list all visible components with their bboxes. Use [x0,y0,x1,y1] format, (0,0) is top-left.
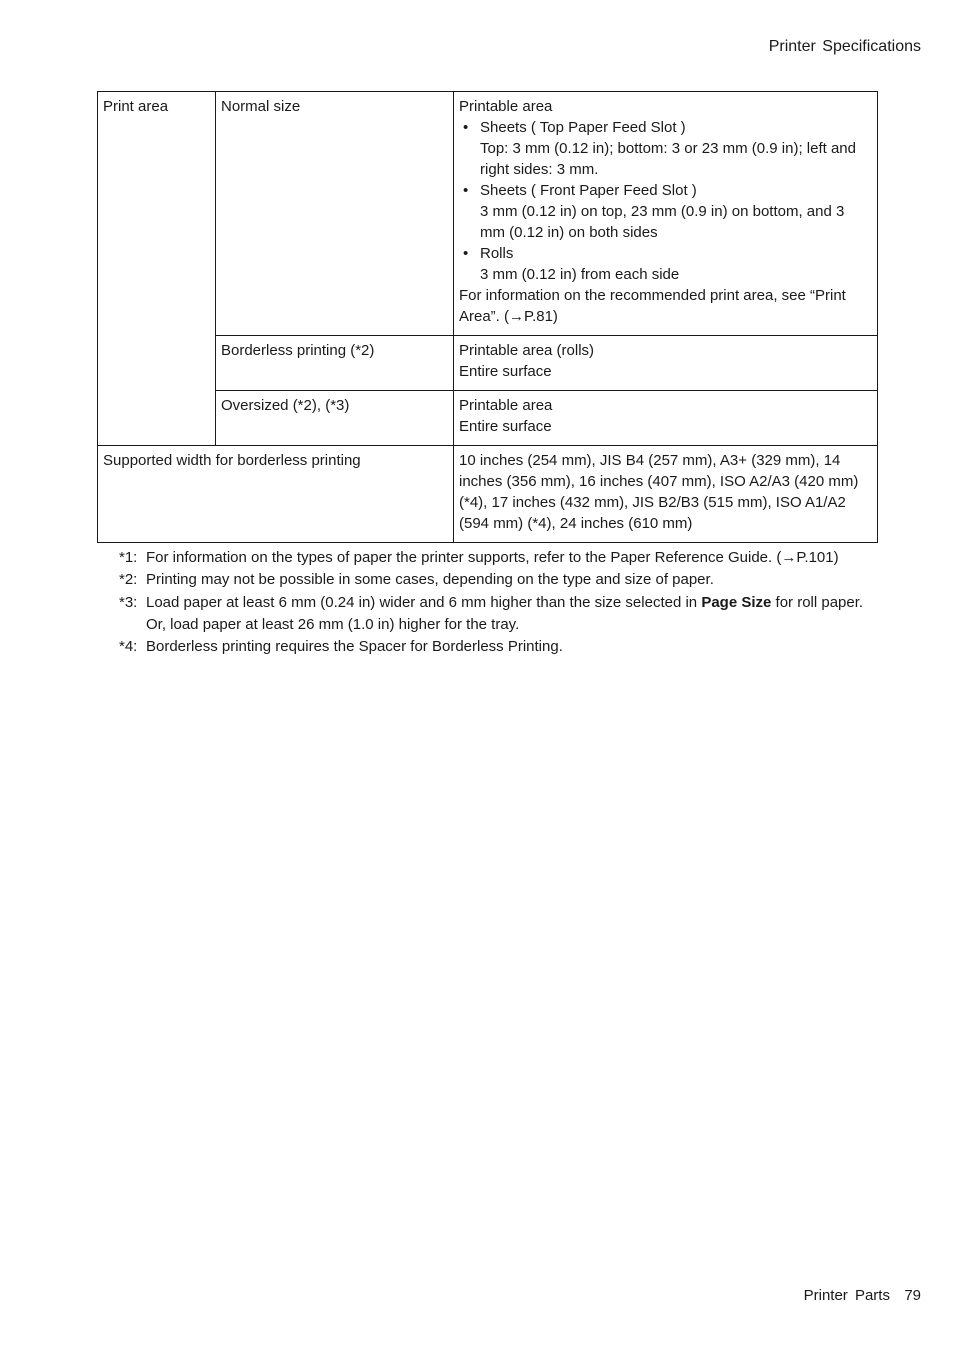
footnotes [119,547,879,658]
table-row [98,92,878,336]
borderless-value [454,336,878,391]
bullet-dot: • [463,119,469,136]
bullet-detail: 3 mm (0.12 in) from each side [480,266,680,283]
oversized-line-2: Entire surface [459,418,552,435]
footnote [119,592,879,637]
bullet-dot: • [463,245,469,262]
footer-section: Printer Parts [803,1287,890,1304]
list-item [459,117,872,180]
list-item [459,243,872,285]
oversized-label: Oversized (*2), (*3) [216,391,454,446]
bullet-dot: • [463,182,469,199]
header-title: Printer Specifications [768,38,921,55]
normal-size-label: Normal size [216,92,454,336]
page-size-term: Page Size [701,593,772,611]
running-footer [804,1285,921,1307]
print-area-label: Print area [98,92,216,446]
footnote-text: Printing may not be possible in some cases, depending on the type and size of paper. [146,571,714,589]
print-area-reference: For information on the recommended print area, see “Print Area”. (→P.81) [459,287,846,325]
borderless-label: Borderless printing (*2) [216,336,454,391]
footnote-text: For information on the types of paper the printer supports, refer to the Paper Reference Guide. (→P.101) [146,549,839,566]
footnote-text-end: for roll paper. Or, load paper at least 26 mm (1.0 in) higher for the tray. [146,593,864,633]
bullet-detail: Top: 3 mm (0.12 in); bottom: 3 or 23 mm (0.9 in); left and right sides: 3 mm. [480,140,856,178]
footnote [119,569,879,591]
footnote-mark: *1: [119,549,138,566]
footnote-text-start: Load paper at least 6 mm (0.24 in) wider and 6 mm higher than the size selected in [146,593,702,611]
oversized-line-1: Printable area [459,397,553,414]
borderless-line-2: Entire surface [459,363,552,380]
running-header [769,36,921,58]
footnote-mark: *4: [119,638,138,656]
footnote [119,636,879,658]
bullet-title: Rolls [480,245,514,262]
specifications-table [97,91,878,543]
normal-size-heading: Printable area [459,98,553,115]
list-item [459,180,872,243]
table-row [98,446,878,543]
page-number: 79 [904,1287,921,1304]
supported-width-label: Supported width for borderless printing [98,446,454,543]
normal-size-value [454,92,878,336]
footnote-mark: *2: [119,571,138,589]
bullet-detail: 3 mm (0.12 in) on top, 23 mm (0.9 in) on bottom, and 3 mm (0.12 in) on both sides [480,203,845,241]
bullet-title: Sheets ( Top Paper Feed Slot ) [480,119,686,136]
oversized-value [454,391,878,446]
footnote-text: Borderless printing requires the Spacer for Borderless Printing. [146,638,563,656]
bullet-title: Sheets ( Front Paper Feed Slot ) [480,182,697,199]
supported-width-value: 10 inches (254 mm), JIS B4 (257 mm), A3+ (329 mm), 14 inches (356 mm), 16 inches (407 mm), ISO A2/A3 (420 mm) (*4), 17 inches (432 mm), JIS B2/B3 (515 mm), ISO A1/A2 (594 mm) (*4), 24 inches (610 mm) [454,446,878,543]
footnote-mark: *3: [119,593,138,611]
borderless-line-1: Printable area (rolls) [459,342,595,359]
footnote [119,547,879,569]
